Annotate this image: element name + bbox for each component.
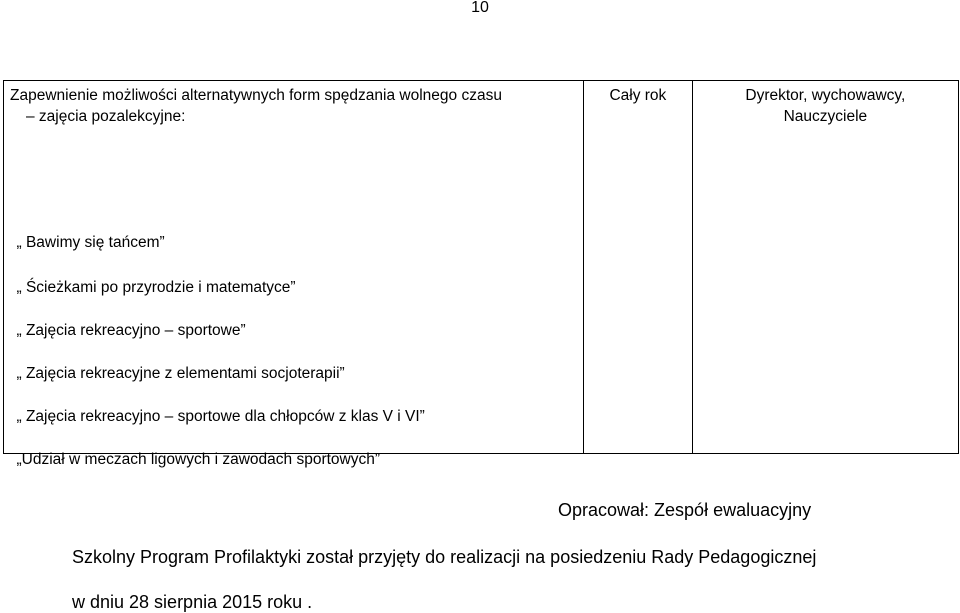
- time-cell: [584, 81, 693, 454]
- list-item: „ Zajęcia rekreacyjne z elementami socjoterapii”: [16, 364, 345, 382]
- list-item: „ Ścieżkami po przyrodzie i matematyce”: [16, 278, 296, 296]
- time-text: Cały rok: [609, 87, 667, 104]
- adoption-date: w dniu 28 sierpnia 2015 roku .: [72, 592, 313, 612]
- list-item: „ Zajęcia rekreacyjno – sportowe”: [16, 321, 246, 339]
- task-title-line2: – zajęcia pozalekcyjne:: [26, 108, 186, 125]
- activities-table: [3, 80, 959, 468]
- list-item: „ Zajęcia rekreacyjno – sportowe dla chłopców z klas V i VI”: [16, 407, 425, 425]
- responsible-cell: [692, 81, 958, 454]
- responsible-line1: Dyrektor, wychowawcy,: [745, 87, 906, 104]
- list-item: „Udział w meczach ligowych i zawodach sportowych”: [16, 450, 381, 468]
- responsible-line2: Nauczyciele: [783, 108, 868, 125]
- responsible-text: [693, 81, 958, 127]
- author-note: Opracował: Zespół ewaluacyjny: [558, 500, 812, 520]
- adoption-statement: Szkolny Program Profilaktyki został przyjęty do realizacji na posiedzeniu Rady Pedagogicznej: [72, 547, 817, 567]
- task-cell: [4, 81, 584, 468]
- list-item: „ Bawimy się tańcem”: [16, 233, 165, 251]
- table-row: [4, 81, 959, 454]
- task-title-line1: Zapewnienie możliwości alternatywnych form spędzania wolnego czasu: [10, 87, 502, 104]
- page-number: 10: [471, 0, 489, 16]
- task-title: [4, 81, 583, 127]
